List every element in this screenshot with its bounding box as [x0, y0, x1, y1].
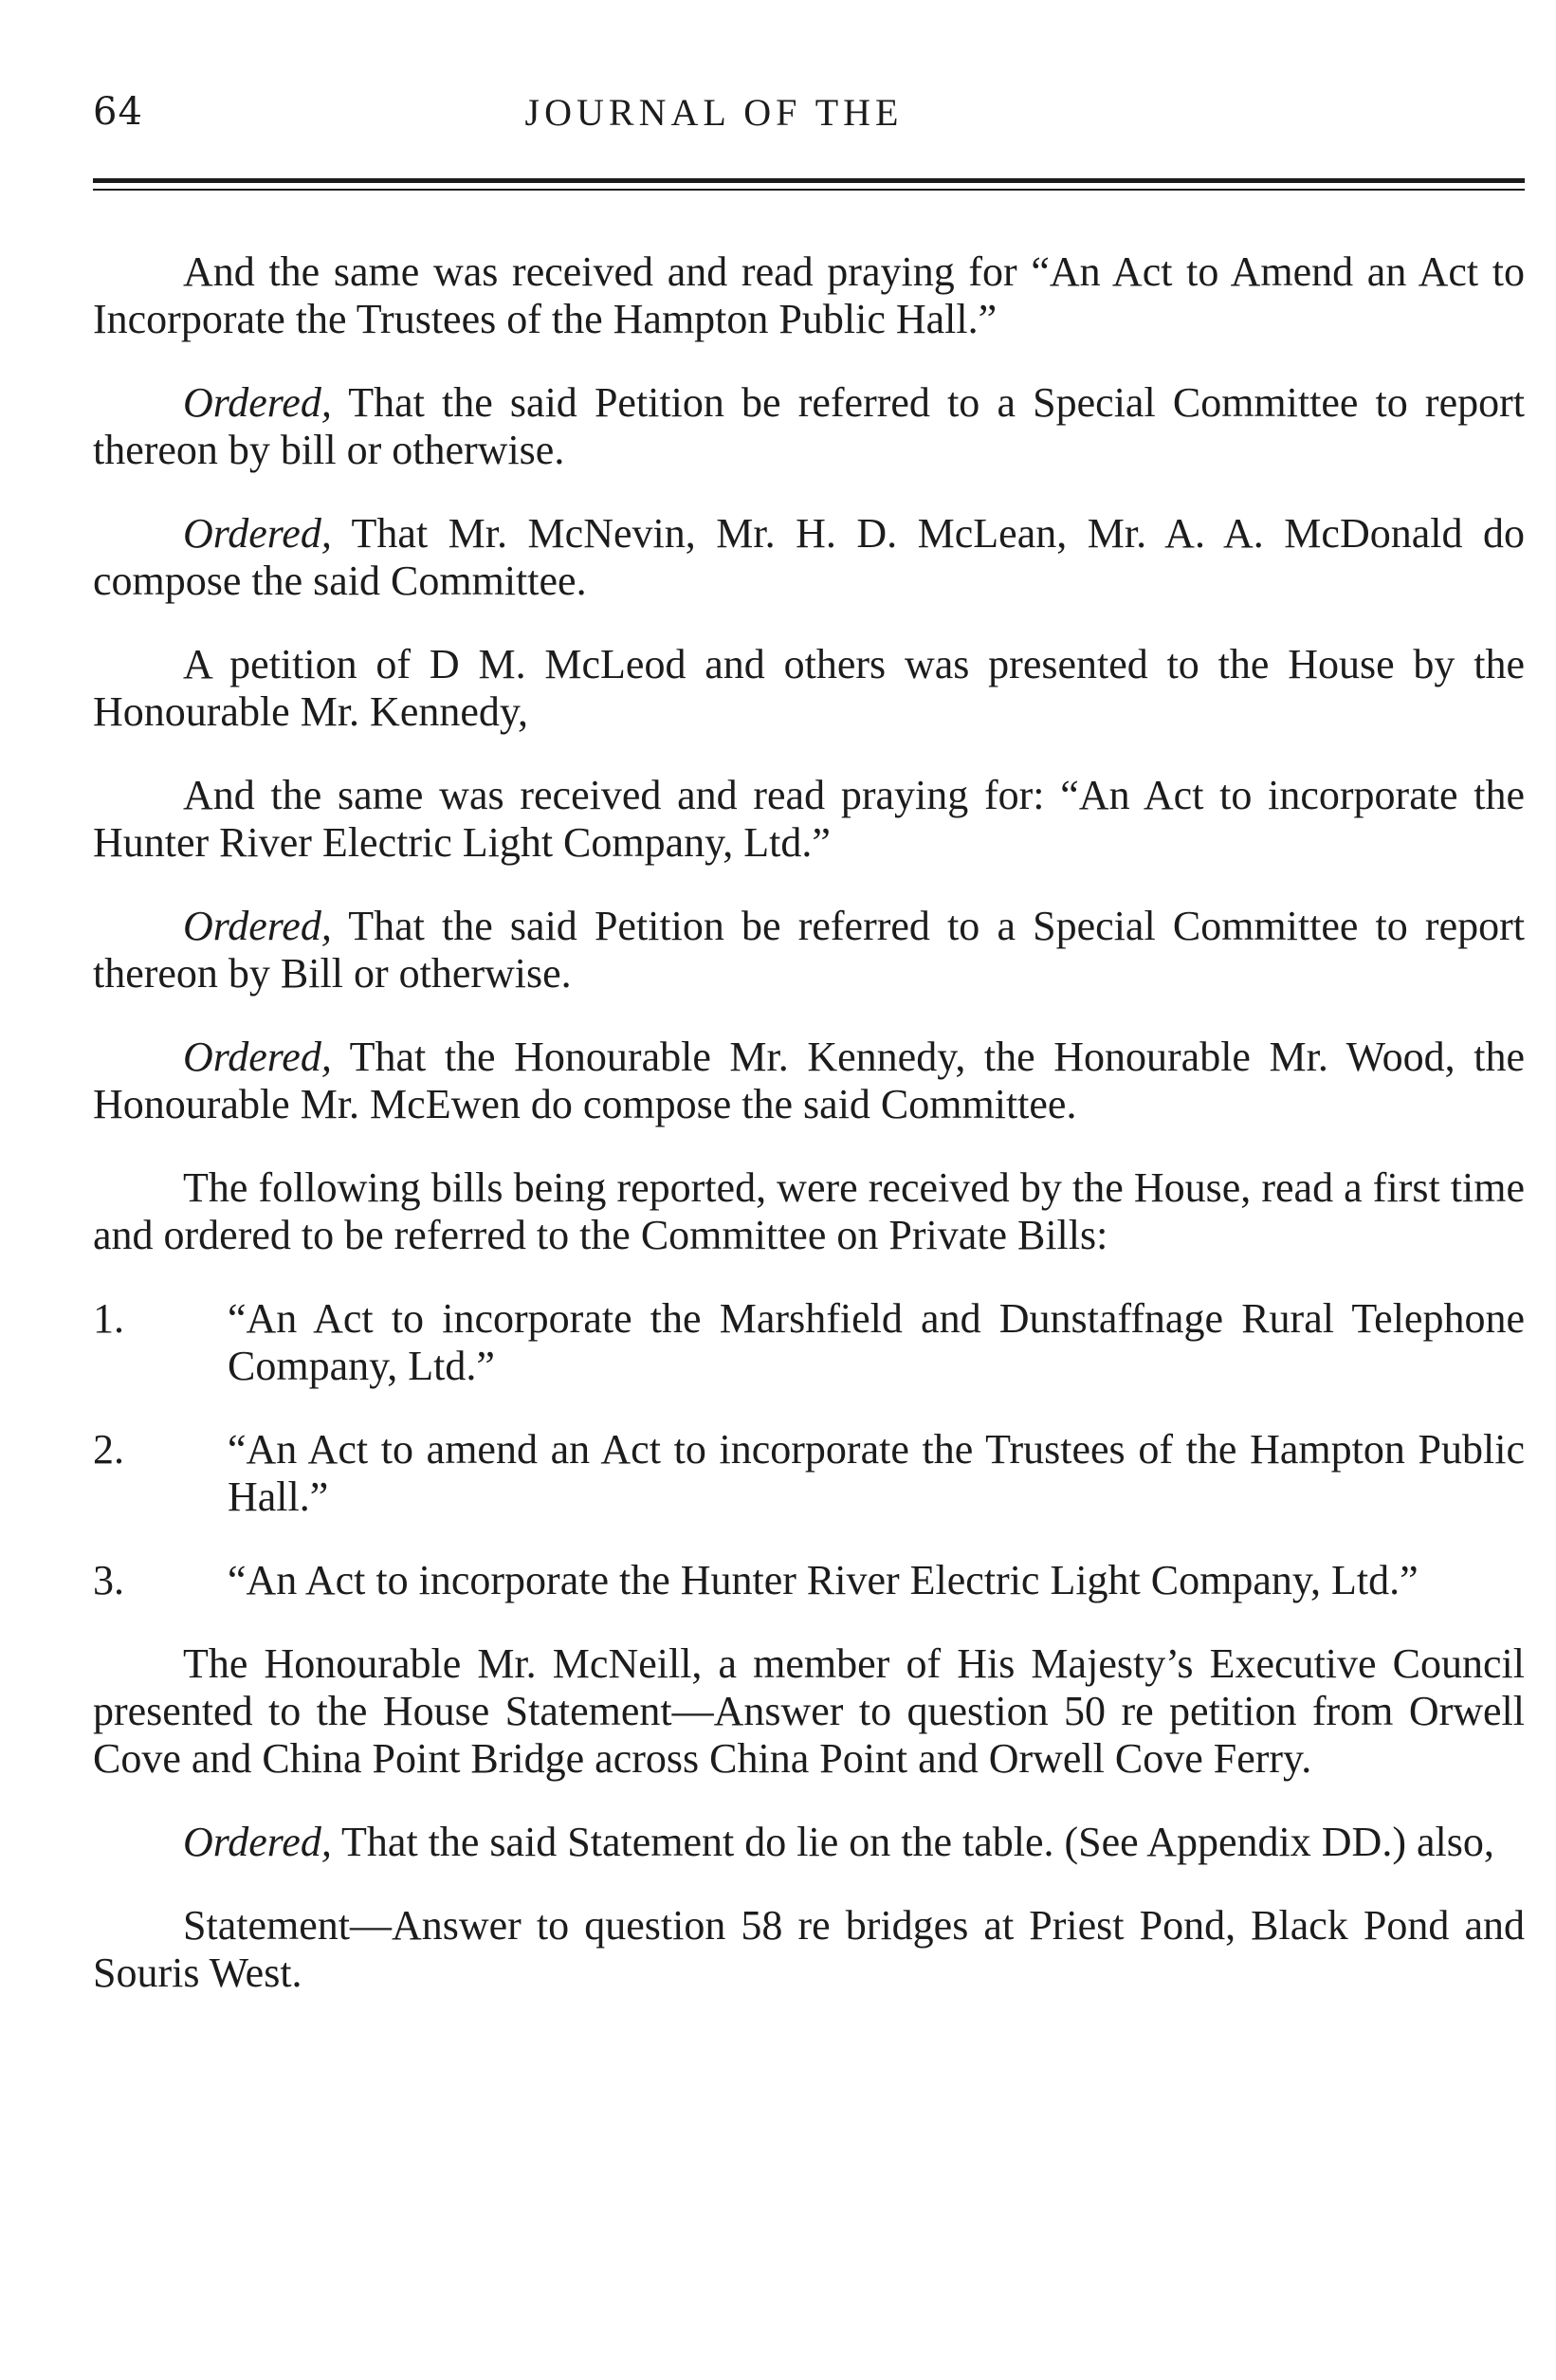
paragraph-following-bills: The following bills being reported, were received by the House, read a first time and ordered to be referred to the Committee on Private Bills: [93, 1164, 1525, 1258]
paragraph-received-hunter-river: And the same was received and read praying for: “An Act to incorporate the Hunter River Electric Light Company, Ltd.” [93, 772, 1525, 866]
page-number: 64 [93, 90, 143, 134]
bill-number: 2. [93, 1426, 124, 1473]
bill-title: “An Act to amend an Act to incorporate the Trustees of the Hampton Public Hall.” [228, 1426, 1525, 1520]
bill-title: “An Act to incorporate the Marshfield and Dunstaffnage Rural Telephone Company, Ltd.” [228, 1295, 1525, 1389]
bill-list-item [93, 1426, 1525, 1521]
ordered-label: Ordered, [183, 1819, 332, 1865]
header-rule-thick [93, 178, 1525, 183]
ordered-label: Ordered, [183, 903, 332, 949]
journal-body [93, 248, 1525, 2033]
header-rule-thin [93, 189, 1525, 191]
paragraph-ordered-refer-hunter-river: Ordered, That the said Petition be referred to a Special Committee to report thereon by Bill or otherwise. [93, 903, 1525, 997]
ordered-label: Ordered, [183, 510, 332, 557]
ordered-label: Ordered, [183, 379, 332, 426]
paragraph-mcneill-statement: The Honourable Mr. McNeill, a member of His Majesty’s Executive Council presented to the House Statement—Answer to question 50 re petition from Orwell Cove and China Point Bridge across China Point and Orwell Cove Ferry. [93, 1640, 1525, 1782]
paragraph-ordered-committee-hunter-river: Ordered, That the Honourable Mr. Kennedy, the Honourable Mr. Wood, the Honourable Mr. McEwen do compose the said Committee. [93, 1034, 1525, 1127]
bill-number: 3. [93, 1557, 124, 1603]
paragraph-ordered-committee-hampton: Ordered, That Mr. McNevin, Mr. H. D. McLean, Mr. A. A. McDonald do compose the said Committee. [93, 510, 1525, 604]
ordered-label: Ordered, [183, 1034, 332, 1080]
paragraph-petition-mcleod: A petition of D M. McLeod and others was presented to the House by the Honourable Mr. Kennedy, [93, 641, 1525, 735]
paragraph-statement-question-58: Statement—Answer to question 58 re bridges at Priest Pond, Black Pond and Souris West. [93, 1902, 1525, 1996]
bill-title: “An Act to incorporate the Hunter River Electric Light Company, Ltd.” [228, 1557, 1419, 1603]
bill-number: 1. [93, 1295, 124, 1342]
paragraph-received-hampton: And the same was received and read praying for “An Act to Amend an Act to Incorporate the Trustees of the Hampton Public Hall.” [93, 248, 1525, 342]
paragraph-ordered-refer-hampton: Ordered, That the said Petition be referred to a Special Committee to report thereon by bill or otherwise. [93, 379, 1525, 473]
running-title: JOURNAL OF THE [524, 91, 904, 134]
paragraph-ordered-lie-on-table: Ordered, That the said Statement do lie on the table. (See Appendix DD.) also, [183, 1819, 1494, 1865]
bill-list-item [93, 1557, 1525, 1604]
page-header [93, 90, 1525, 147]
bill-list-item [93, 1295, 1525, 1390]
